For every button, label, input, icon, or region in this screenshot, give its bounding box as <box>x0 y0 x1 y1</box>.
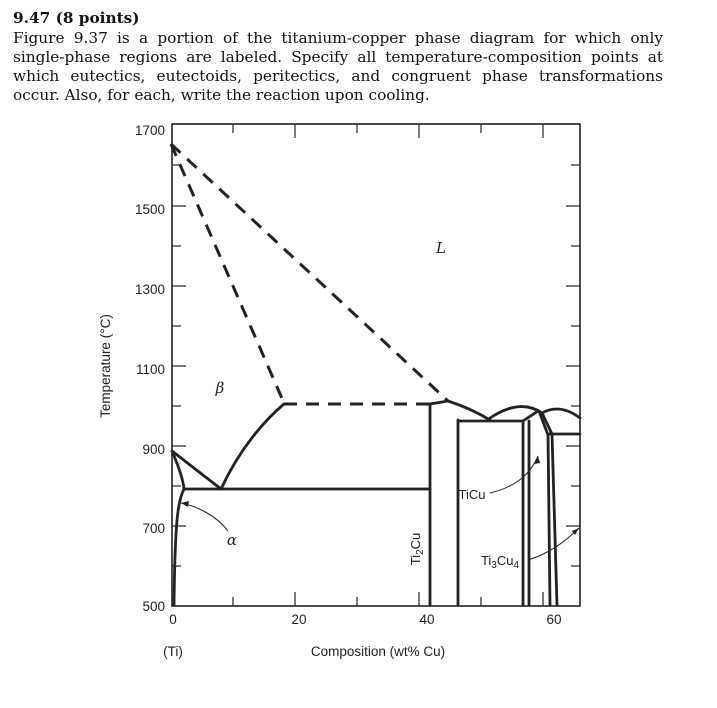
beta-label: β <box>215 379 225 397</box>
x-axis-ticks <box>233 124 543 606</box>
y-axis-ticks-right <box>566 165 580 566</box>
ti2cu-label: $Ti_2Cu$ <box>408 532 426 566</box>
beta-solidus-dashed <box>171 144 284 403</box>
beta-transus-curve <box>221 404 284 489</box>
x-axis-title: Composition (wt% Cu) <box>310 644 446 659</box>
dashed-boundaries <box>171 144 448 404</box>
liquid-label: L <box>436 239 446 257</box>
ti2cu-ticu-eutectic-line <box>523 411 538 421</box>
ticu-label: TiCu <box>458 487 486 502</box>
x-tick-label: 20 <box>291 612 307 627</box>
y-tick-label: 700 <box>142 521 165 536</box>
ti3cu4-label: $Ti_3Cu_4$ <box>480 553 520 571</box>
y-tick-label: 1700 <box>134 123 165 138</box>
alpha-solvus <box>174 489 184 605</box>
alpha-leader <box>181 503 228 531</box>
beta-liquidus-dashed <box>171 144 448 401</box>
x-tick-label: 60 <box>546 612 562 627</box>
leader-lines <box>181 456 579 560</box>
y-tick-label: 900 <box>142 442 165 457</box>
alpha-arrowhead <box>181 501 189 507</box>
ticu-leader <box>490 456 538 493</box>
problem-text: Figure 9.37 is a portion of the titanium-copper phase diagram for which only single-phase regions are labeled. Specify all temperature-composition points at which eutectics, eutectoids, peritectics, and congruent phase transformations occur. Also, for each, write the reaction upon cooling. <box>13 29 663 104</box>
liquidus-dip <box>448 401 490 420</box>
alpha-label: α <box>226 531 238 549</box>
y-axis-title: Temperature (°C) <box>98 314 113 418</box>
x-tick-label: 40 <box>419 612 435 627</box>
y-tick-labels <box>135 123 165 614</box>
arrowheads <box>181 456 579 535</box>
ti3cu4-left-line <box>539 411 550 605</box>
ti2cu-top-line <box>430 401 448 404</box>
y-tick-label: 1300 <box>134 282 165 297</box>
x-tick-labels <box>169 612 561 627</box>
x-tick-label: 0 <box>169 612 177 627</box>
x-axis-sublabel: (Ti) <box>163 644 183 659</box>
solid-boundaries <box>172 401 580 605</box>
problem-heading: 9.47 (8 points) <box>13 9 140 27</box>
y-tick-label: 1100 <box>135 362 165 377</box>
y-tick-label: 500 <box>142 599 165 614</box>
y-tick-label: 1500 <box>134 202 165 217</box>
